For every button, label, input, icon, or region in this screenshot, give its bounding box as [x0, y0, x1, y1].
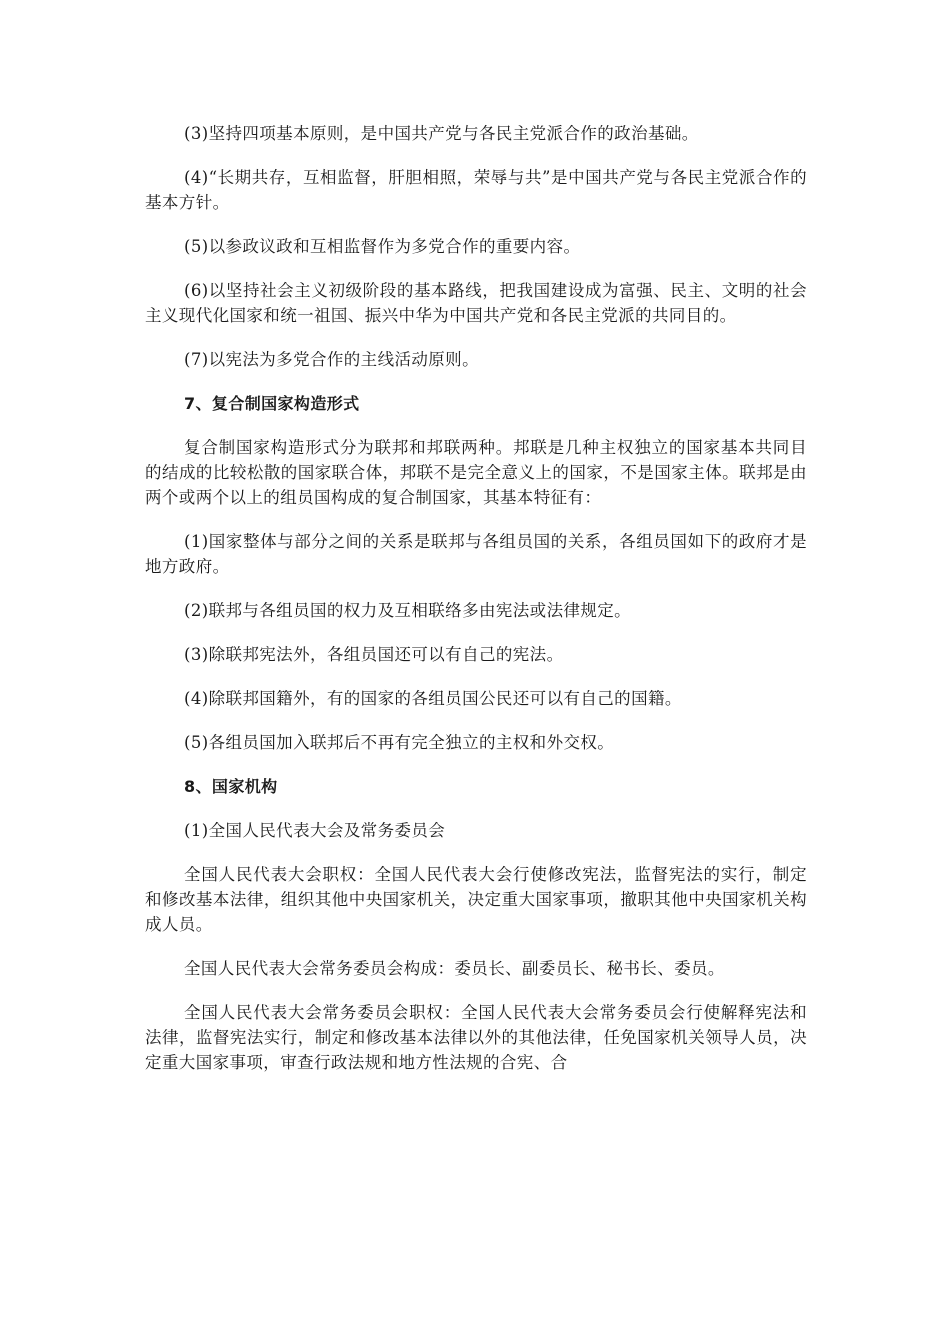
paragraph: 全国人民代表大会常务委员会构成：委员长、副委员长、秘书长、委员。: [184, 959, 725, 978]
paragraph: (1)国家整体与部分之间的关系是联邦与各组员国的关系，各组员国如下的政府才是地方政府。: [145, 532, 807, 576]
section-heading: 8、国家机构: [184, 777, 278, 796]
paragraph: (6)以坚持社会主义初级阶段的基本路线，把我国建设成为富强、民主、文明的社会主义现代化国家和统一祖国、振兴中华为中国共产党和各民主党派的共同目的。: [145, 281, 807, 325]
paragraph: 全国人民代表大会常务委员会职权：全国人民代表大会常务委员会行使解释宪法和法律，监督宪法实行，制定和修改基本法律以外的其他法律，任免国家机关领导人员，决定重大国家事项，审查行政法规和地方性法规的合宪、合: [145, 1003, 807, 1072]
section-heading: 7、复合制国家构造形式: [184, 394, 360, 413]
paragraph: (5)各组员国加入联邦后不再有完全独立的主权和外交权。: [184, 733, 615, 752]
paragraph: (3)坚持四项基本原则，是中国共产党与各民主党派合作的政治基础。: [184, 124, 699, 143]
paragraph: (1)全国人民代表大会及常务委员会: [184, 821, 446, 840]
paragraph: 复合制国家构造形式分为联邦和邦联两种。邦联是几种主权独立的国家基本共同目的结成的比较松散的国家联合体，邦联不是完全意义上的国家，不是国家主体。联邦是由两个或两个以上的组员国构成的复合制国家，其基本特征有：: [145, 438, 807, 507]
paragraph: (7)以宪法为多党合作的主线活动原则。: [184, 350, 479, 369]
paragraph: 全国人民代表大会职权：全国人民代表大会行使修改宪法，监督宪法的实行，制定和修改基本法律，组织其他中央国家机关，决定重大国家事项，撤职其他中央国家机关构成人员。: [145, 865, 807, 934]
paragraph: (2)联邦与各组员国的权力及互相联络多由宪法或法律规定。: [184, 601, 632, 620]
paragraph: (3)除联邦宪法外，各组员国还可以有自己的宪法。: [184, 645, 564, 664]
paragraph: (4)“长期共存，互相监督，肝胆相照，荣辱与共”是中国共产党与各民主党派合作的基本方针。: [145, 168, 807, 212]
document-page: [145, 121, 807, 1094]
paragraph: (4)除联邦国籍外，有的国家的各组员国公民还可以有自己的国籍。: [184, 689, 682, 708]
paragraph: (5)以参政议政和互相监督作为多党合作的重要内容。: [184, 237, 581, 256]
